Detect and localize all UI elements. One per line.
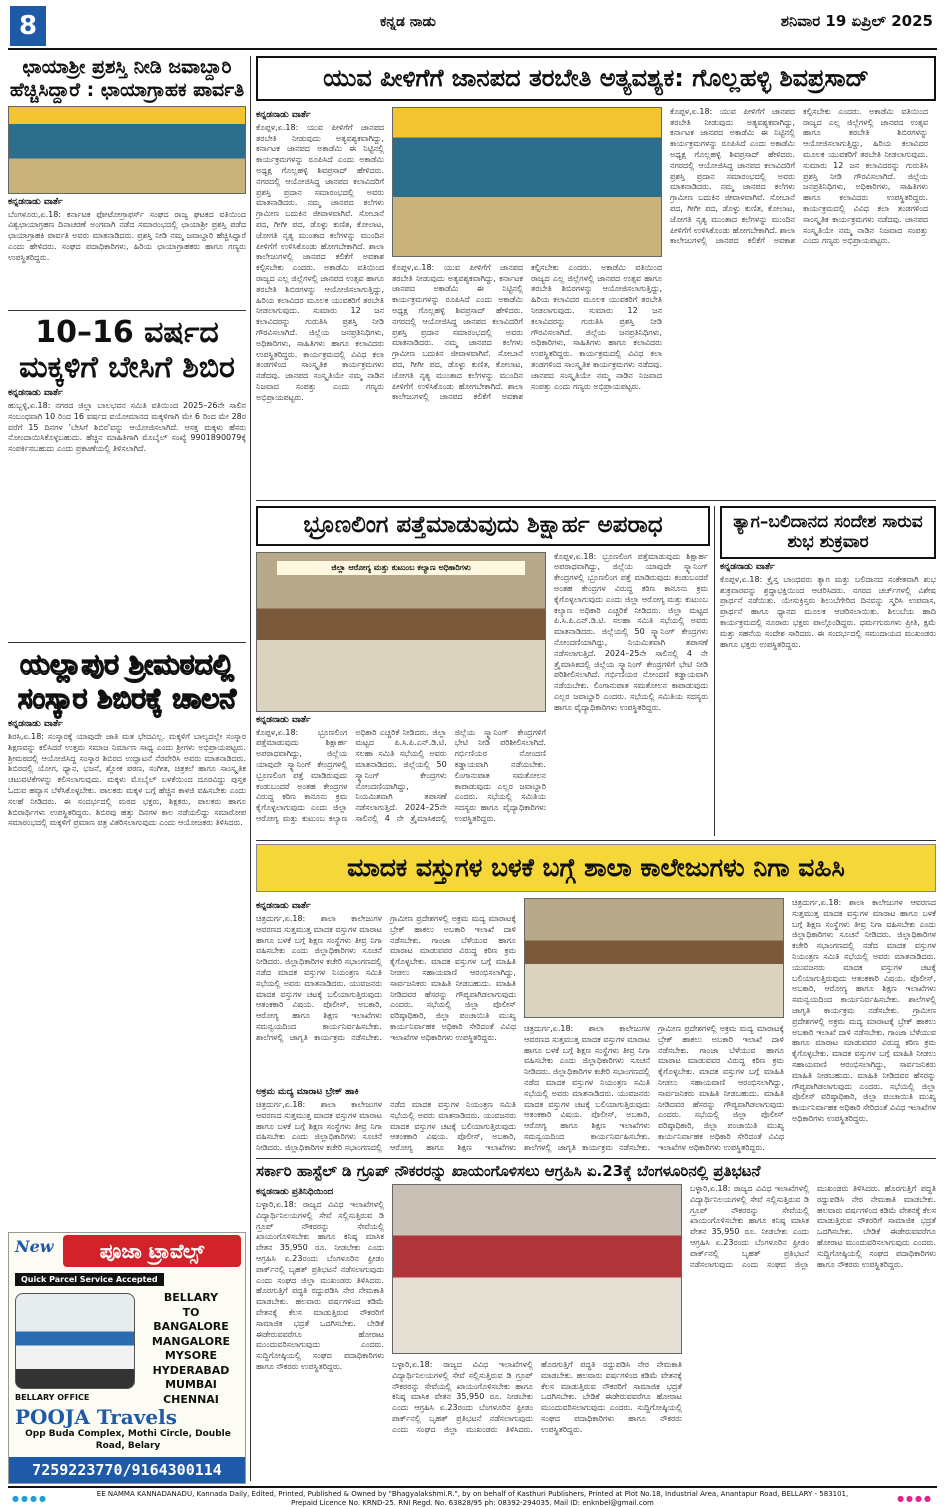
- headline: ಯಲ್ಲಾಪುರ ಶ್ರೀಮಠದಲ್ಲಿ ಸಂಸ್ಕಾರ ಶಿಬಿರಕ್ಕೆ ಚಾಲನೆ: [17, 648, 237, 715]
- route-item: MUMBAI: [165, 1378, 217, 1392]
- page-number: 8: [10, 6, 46, 46]
- article-body: ಬೆಂಗಳೂರು,ಏ.18: ಕರ್ನಾಟಕ ಫೋಟೋಗ್ರಾಫರ್ಸ್ ಸಂಘದ ರಾಜ್ಯ ಘಟಕದ ವತಿಯಿಂದ ವಿಶ್ವಛಾಯಾಗ್ರಹಣ ದಿನಾಚರಣೆ ಅಂಗವಾಗಿ ನಡೆದ ಸಮಾರಂಭದಲ್ಲಿ ಛಾಯಾಶ್ರೀ ಪ್ರಶಸ್ತಿ ಪಡೆದ ಛಾಯಾಗ್ರಾಹಕಿ ಪಾರ್ವತಿ ಅವರು ಮಾತನಾಡಿದರು. ಪ್ರಶಸ್ತಿ ನೀಡಿ ನಮ್ಮ ಜವಾಬ್ದಾರಿ ಹೆಚ್ಚಿಸಿದ್ದಾರೆ ಎಂದು ಹೇಳಿದರು. ಸಂಘದ ಪದಾಧಿಕಾರಿಗಳು, ಹಿರಿಯ ಛಾಯಾಗ್ರಾಹಕರು ಹಾಗೂ ಗಣ್ಯರು ಉಪಸ್ಥಿತರಿದ್ದರು.: [8, 209, 246, 262]
- route-item: MYSORE: [164, 1349, 218, 1363]
- byline: ಕನ್ನಡನಾಡು ವಾರ್ತೆ: [256, 901, 311, 911]
- article-body-cont: ಚಿತ್ರದುರ್ಗ,ಏ.18: ಶಾಲಾ ಕಾಲೇಜುಗಳ ಆವರಣದ ಸುತ್ತಮುತ್ತ ಮಾದಕ ವಸ್ತುಗಳ ಮಾರಾಟ ಹಾಗೂ ಬಳಕೆ ಬಗ್ಗೆ ಶಿಕ್ಷಣ ಸಂಸ್ಥೆಗಳು ತೀವ್ರ ನಿಗಾ ವಹಿಸಬೇಕು ಎಂದು ಜಿಲ್ಲಾಧಿಕಾರಿಗಳು ಸೂಚನೆ ನೀಡಿದರು. ಜಿಲ್ಲಾಧಿಕಾರಿಗಳ ಕಚೇರಿ ಸಭಾಂಗಣದಲ್ಲಿ ನಡೆದ ಮಾದಕ ವಸ್ತುಗಳ ನಿಯಂತ್ರಣ ಸಮಿತಿ ಸಭೆಯಲ್ಲಿ ಅವರು ಮಾತನಾಡಿದರು. ಯುವಜನರು ಮಾದಕ ವಸ್ತುಗಳ ಚಟಕ್ಕೆ ಬಲಿಯಾಗುತ್ತಿರುವುದು ಆತಂಕಕಾರಿ ವಿಷಯ. ಪೊಲೀಸ್, ಅಬಕಾರಿ, ಆರೋಗ್ಯ ಹಾಗೂ ಶಿಕ್ಷಣ ಇಲಾಖೆಗಳು: [256, 1100, 516, 1153]
- ad-new-label: New: [15, 1237, 54, 1256]
- bus-image: [15, 1293, 135, 1389]
- route-item: BANGALORE: [153, 1320, 229, 1334]
- dateline: ಶನಿವಾರ 19 ಏಪ್ರಿಲ್ 2025: [780, 12, 933, 30]
- column-divider: [250, 56, 251, 1481]
- route-item: CHENNAI: [163, 1392, 219, 1406]
- article-body: ಬಳ್ಳಾರಿ,ಏ.18: ರಾಜ್ಯದ ವಿವಿಧ ಇಲಾಖೆಗಳಲ್ಲಿ ವಿದ್ಯಾರ್ಥಿನಿಲಯಗಳಲ್ಲಿ ಸೇವೆ ಸಲ್ಲಿಸುತ್ತಿರುವ ಡಿ ಗ್ರೂಪ್ ನೌಕರರನ್ನು ಸೇವೆಯಲ್ಲಿ ಖಾಯಂಗೊಳಿಸಬೇಕು ಹಾಗೂ ಕನಿಷ್ಠ ಮಾಸಿಕ ವೇತನ 35,950 ರೂ. ನೀಡಬೇಕು ಎಂದು ಆಗ್ರಹಿಸಿ ಏ.23ರಂದು ಬೆಂಗಳೂರಿನ ಫ್ರೀಡಂ ಪಾರ್ಕ್‌ನಲ್ಲಿ ಬೃಹತ್ ಪ್ರತಿಭಟನೆ ನಡೆಸಲಾಗುವುದು ಎಂದು ಸಂಘದ ಜಿಲ್ಲಾ ಮುಖಂಡರು ತಿಳಿಸಿದರು. ಹೊರಗುತ್ತಿಗೆ ಪದ್ಧತಿ ರದ್ದುಪಡಿಸಿ ನೇರ ನೇಮಕಾತಿ ಮಾಡಬೇಕು. ಹಲವಾರು ವರ್ಷಗಳಿಂದ ಕಡಿಮೆ ವೇತನಕ್ಕೆ ಕೆಲಸ ಮಾಡುತ್ತಿರುವ ನೌಕರರಿಗೆ ಸಾಮಾಜಿಕ ಭದ್ರತೆ ಒದಗಿಸಬೇಕು. ಬೇಡಿಕೆ ಈಡೇರುವವರೆಗೂ ಹೋರಾಟ ಮುಂದುವರಿಸಲಾಗುವುದು ಎಂದರು. ಸುದ್ದಿಗೋಷ್ಠಿಯಲ್ಲಿ ಸಂಘದ ಪದಾಧಿಕಾರಿಗಳು ಹಾಗೂ ನೌಕರರು ಉಪಸ್ಥಿತರಿದ್ದರು.: [256, 1200, 384, 1371]
- registration-marks: ●●●●: [12, 1494, 48, 1503]
- article-photography: [8, 56, 246, 306]
- route-item: HYDERABAD: [152, 1363, 230, 1377]
- ad-routes: [141, 1291, 241, 1407]
- divider: [256, 1158, 936, 1159]
- article-body-col2: ಬಳ್ಳಾರಿ,ಏ.18: ರಾಜ್ಯದ ವಿವಿಧ ಇಲಾಖೆಗಳಲ್ಲಿ ವಿದ್ಯಾರ್ಥಿನಿಲಯಗಳಲ್ಲಿ ಸೇವೆ ಸಲ್ಲಿಸುತ್ತಿರುವ ಡಿ ಗ್ರೂಪ್ ನೌಕರರನ್ನು ಸೇವೆಯಲ್ಲಿ ಖಾಯಂಗೊಳಿಸಬೇಕು ಹಾಗೂ ಕನಿಷ್ಠ ಮಾಸಿಕ ವೇತನ 35,950 ರೂ. ನೀಡಬೇಕು ಎಂದು ಆಗ್ರಹಿಸಿ ಏ.23ರಂದು ಬೆಂಗಳೂರಿನ ಫ್ರೀಡಂ ಪಾರ್ಕ್‌ನಲ್ಲಿ ಬೃಹತ್ ಪ್ರತಿಭಟನೆ ನಡೆಸಲಾಗುವುದು ಎಂದು ಸಂಘದ ಜಿಲ್ಲಾ ಮುಖಂಡರು ತಿಳಿಸಿದರು. ಹೊರಗುತ್ತಿಗೆ ಪದ್ಧತಿ ರದ್ದುಪಡಿಸಿ ನೇರ ನೇಮಕಾತಿ ಮಾಡಬೇಕು. ಹಲವಾರು ವರ್ಷಗಳಿಂದ ಕಡಿಮೆ ವೇತನಕ್ಕೆ ಕೆಲಸ ಮಾಡುತ್ತಿರುವ ನೌಕರರಿಗೆ ಸಾಮಾಜಿಕ ಭದ್ರತೆ ಒದಗಿಸಬೇಕು. ಬೇಡಿಕೆ ಈಡೇರುವವರೆಗೂ ಹೋರಾಟ ಮುಂದುವರಿಸಲಾಗುವುದು ಎಂದರು. ಸುದ್ದಿಗೋಷ್ಠಿಯಲ್ಲಿ ಸಂಘದ ಪದಾಧಿಕಾರಿಗಳು ಹಾಗೂ ನೌಕರರು ಉಪಸ್ಥಿತರಿದ್ದರು.: [392, 1360, 682, 1434]
- headline: ಸರ್ಕಾರಿ ಹಾಸ್ಟೆಲ್ ಡಿ ಗ್ರೂಪ್ ನೌಕರರನ್ನು ಖಾಯಂಗೊಳಿಸಲು ಆಗ್ರಹಿಸಿ ಏ.23ಕ್ಕೆ ಬೆಂಗಳೂರಿನಲ್ಲಿ ಪ್ರತಿಭಟನೆ: [256, 1162, 761, 1180]
- byline: ಕನ್ನಡನಾಡು ವಾರ್ತೆ: [8, 196, 63, 207]
- article-body: ಕೊಪ್ಪಳ,ಏ.18: ಭ್ರೂಣಲಿಂಗ ಪತ್ತೆಮಾಡುವುದು ಶಿಕ್ಷಾರ್ಹ ಅಪರಾಧವಾಗಿದ್ದು, ಜಿಲ್ಲೆಯ ಯಾವುದೇ ಸ್ಕ್ಯಾನಿಂಗ್ ಕೇಂದ್ರಗಳಲ್ಲಿ ಭ್ರೂಣಲಿಂಗ ಪತ್ತೆ ಮಾಡಿರುವುದು ಕಂಡುಬಂದರೆ ಅಂತಹ ಕೇಂದ್ರಗಳ ವಿರುದ್ಧ ಕಠಿಣ ಕಾನೂನು ಕ್ರಮ ಕೈಗೊಳ್ಳಲಾಗುವುದು ಎಂದು ಜಿಲ್ಲಾ ಆರೋಗ್ಯ ಮತ್ತು ಕುಟುಂಬ ಕಲ್ಯಾಣ ಅಧಿಕಾರಿ ಎಚ್ಚರಿಕೆ ನೀಡಿದರು. ಜಿಲ್ಲಾ ಮಟ್ಟದ ಪಿ.ಸಿ.ಪಿ.ಎನ್.ಡಿ.ಟಿ. ಸಲಹಾ ಸಮಿತಿ ಸಭೆಯಲ್ಲಿ ಅವರು ಮಾತನಾಡಿದರು. ಜಿಲ್ಲೆಯಲ್ಲಿ 50 ಸ್ಕ್ಯಾನಿಂಗ್ ಕೇಂದ್ರಗಳು ನೋಂದಣಿಯಾಗಿದ್ದು, ನಿಯಮಿತವಾಗಿ ತಪಾಸಣೆ ನಡೆಸಲಾಗುತ್ತಿದೆ. 2024–25ನೇ ಸಾಲಿನಲ್ಲಿ 4 ನೇ ತ್ರೈಮಾಸಿಕದಲ್ಲಿ ಜಿಲ್ಲೆಯ ಸ್ಕ್ಯಾನಿಂಗ್ ಕೇಂದ್ರಗಳಿಗೆ ಭೇಟಿ ನೀಡಿ ಪರಿಶೀಲಿಸಲಾಗಿದೆ. ಗರ್ಭಿಣಿಯರ ನೋಂದಣಿ ಕಡ್ಡಾಯವಾಗಿ ನಡೆಯಬೇಕು. ಲಿಂಗಾನುಪಾತ ಸಮತೋಲನ ಕಾಪಾಡುವುದು ಎಲ್ಲರ ಜವಾಬ್ದಾರಿ ಎಂದರು. ಸಭೆಯಲ್ಲಿ ಸಮಿತಿಯ ಸದಸ್ಯರು ಹಾಗೂ ವೈದ್ಯಾಧಿಕಾರಿಗಳು ಉಪಸ್ಥಿತರಿದ್ದರು.: [256, 727, 546, 823]
- article-body: ಕೊಪ್ಪಳ,ಏ.18: ಕ್ರೈಸ್ತ ಬಾಂಧವರು ತ್ಯಾಗ ಮತ್ತು ಬಲಿದಾನದ ಸಂಕೇತವಾಗಿ ಶುಭ ಶುಕ್ರವಾರವನ್ನು ಶ್ರದ್ಧಾಭಕ್ತಿಯಿಂದ ಆಚರಿಸಿದರು. ನಗರದ ಚರ್ಚ್‌ಗಳಲ್ಲಿ ವಿಶೇಷ ಪ್ರಾರ್ಥನೆ ನಡೆಯಿತು. ಯೇಸುಕ್ರಿಸ್ತರು ಶಿಲುಬೆಗೇರಿದ ದಿನವನ್ನು ಸ್ಮರಿಸಿ ಉಪವಾಸ, ಪ್ರಾರ್ಥನೆ ಹಾಗೂ ಧ್ಯಾನದ ಮೂಲಕ ಆಚರಿಸಲಾಯಿತು. ಶಿಲುಬೆಯ ಹಾದಿ ಕಾರ್ಯಕ್ರಮದಲ್ಲಿ ನೂರಾರು ಭಕ್ತರು ಪಾಲ್ಗೊಂಡಿದ್ದರು. ಧರ್ಮಗುರುಗಳು ಪ್ರೀತಿ, ಕ್ಷಮೆ ಮತ್ತು ಸಹನೆಯ ಸಂದೇಶ ಸಾರಿದರು. ಈ ಸಂದರ್ಭದಲ್ಲಿ ಸಮುದಾಯದ ಮುಖಂಡರು ಹಾಗೂ ಭಕ್ತರು ಉಪಸ್ಥಿತರಿದ್ದರು.: [720, 574, 936, 649]
- byline: ಕನ್ನಡನಾಡು ವಾರ್ತೆ: [8, 719, 63, 729]
- route-item: TO: [182, 1305, 200, 1319]
- ad-title: ಪೂಜಾ ಟ್ರಾವೆಲ್ಸ್: [63, 1235, 241, 1267]
- header-rule: [8, 48, 937, 50]
- registration-marks: ●●●●: [897, 1494, 933, 1503]
- article-drugs: [256, 844, 936, 1154]
- article-body-col3: ಕೊಪ್ಪಳ,ಏ.18: ಯುವ ಪೀಳಿಗೆಗೆ ಜಾನಪದ ತರಬೇತಿ ನೀಡುವುದು ಅತ್ಯವಶ್ಯಕವಾಗಿದ್ದು, ಕರ್ನಾಟಕ ಜಾನಪದ ಅಕಾಡೆಮಿ ಈ ನಿಟ್ಟಿನಲ್ಲಿ ಕಾರ್ಯಕ್ರಮಗಳನ್ನು ರೂಪಿಸಿದೆ ಎಂದು ಅಕಾಡೆಮಿ ಅಧ್ಯಕ್ಷ ಗೊಲ್ಲಹಳ್ಳಿ ಶಿವಪ್ರಸಾದ್ ಹೇಳಿದರು. ನಗರದಲ್ಲಿ ಆಯೋಜಿಸಿದ್ದ ಜಾನಪದ ಕಲಾವಿದರಿಗೆ ಪ್ರಶಸ್ತಿ ಪ್ರದಾನ ಸಮಾರಂಭದಲ್ಲಿ ಅವರು ಮಾತನಾಡಿದರು. ನಮ್ಮ ಜಾನಪದ ಕಲೆಗಳು ಗ್ರಾಮೀಣ ಬದುಕಿನ ಜೀವಾಳವಾಗಿವೆ. ಸೋಬಾನೆ ಪದ, ಗೀಗೀ ಪದ, ಡೊಳ್ಳು ಕುಣಿತ, ಕೋಲಾಟ, ಜೋಗತಿ ನೃತ್ಯ ಮುಂತಾದ ಕಲೆಗಳನ್ನು ಮುಂದಿನ ಪೀಳಿಗೆಗೆ ಉಳಿಸಿಕೊಂಡು ಹೋಗಬೇಕಾಗಿದೆ. ಶಾಲಾ ಕಾಲೇಜುಗಳಲ್ಲಿ ಜಾನಪದ ಕಲಿಕೆಗೆ ಅವಕಾಶ ಕಲ್ಪಿಸಬೇಕು ಎಂದರು. ಅಕಾಡೆಮಿ ವತಿಯಿಂದ ರಾಜ್ಯದ ಎಲ್ಲ ಜಿಲ್ಲೆಗಳಲ್ಲಿ ಜಾನಪದ ಉತ್ಸವ ಹಾಗೂ ತರಬೇತಿ ಶಿಬಿರಗಳನ್ನು ಆಯೋಜಿಸಲಾಗುತ್ತಿದ್ದು, ಹಿರಿಯ ಕಲಾವಿದರ ಮೂಲಕ ಯುವಕರಿಗೆ ತರಬೇತಿ ನೀಡಲಾಗುವುದು. ಸುಮಾರು 12 ಜನ ಕಲಾವಿದರನ್ನು ಗುರುತಿಸಿ ಪ್ರಶಸ್ತಿ ನೀಡಿ ಗೌರವಿಸಲಾಗಿದೆ. ಜಿಲ್ಲೆಯ ಜನಪ್ರತಿನಿಧಿಗಳು, ಅಧಿಕಾರಿಗಳು, ಸಾಹಿತಿಗಳು ಹಾಗೂ ಕಲಾವಿದರು ಉಪಸ್ಥಿತರಿದ್ದರು. ಕಾರ್ಯಕ್ರಮದಲ್ಲಿ ವಿವಿಧ ಕಲಾ ತಂಡಗಳಿಂದ ಸಾಂಸ್ಕೃತಿಕ ಕಾರ್ಯಕ್ರಮಗಳು ನಡೆದವು. ಜಾನಪದ ಸಂಸ್ಕೃತಿಯೇ ನಮ್ಮ ನಾಡಿನ ನಿಜವಾದ ಸಂಪತ್ತು ಎಂದು ಗಣ್ಯರು ಅಭಿಪ್ರಾಯಪಟ್ಟರು.: [670, 106, 928, 246]
- article-yellapur: [8, 648, 246, 1228]
- page-header: [0, 0, 945, 52]
- sub-byline: ಅಕ್ರಮ ಮದ್ಯ ಮಾರಾಟ ಬ್ರೇಕ್ ಹಾಕಿ: [256, 1087, 359, 1097]
- article-folk: [256, 56, 936, 496]
- article-body-col2: ಕೊಪ್ಪಳ,ಏ.18: ಭ್ರೂಣಲಿಂಗ ಪತ್ತೆಮಾಡುವುದು ಶಿಕ್ಷಾರ್ಹ ಅಪರಾಧವಾಗಿದ್ದು, ಜಿಲ್ಲೆಯ ಯಾವುದೇ ಸ್ಕ್ಯಾನಿಂಗ್ ಕೇಂದ್ರಗಳಲ್ಲಿ ಭ್ರೂಣಲಿಂಗ ಪತ್ತೆ ಮಾಡಿರುವುದು ಕಂಡುಬಂದರೆ ಅಂತಹ ಕೇಂದ್ರಗಳ ವಿರುದ್ಧ ಕಠಿಣ ಕಾನೂನು ಕ್ರಮ ಕೈಗೊಳ್ಳಲಾಗುವುದು ಎಂದು ಜಿಲ್ಲಾ ಆರೋಗ್ಯ ಮತ್ತು ಕುಟುಂಬ ಕಲ್ಯಾಣ ಅಧಿಕಾರಿ ಎಚ್ಚರಿಕೆ ನೀಡಿದರು. ಜಿಲ್ಲಾ ಮಟ್ಟದ ಪಿ.ಸಿ.ಪಿ.ಎನ್.ಡಿ.ಟಿ. ಸಲಹಾ ಸಮಿತಿ ಸಭೆಯಲ್ಲಿ ಅವರು ಮಾತನಾಡಿದರು. ಜಿಲ್ಲೆಯಲ್ಲಿ 50 ಸ್ಕ್ಯಾನಿಂಗ್ ಕೇಂದ್ರಗಳು ನೋಂದಣಿಯಾಗಿದ್ದು, ನಿಯಮಿತವಾಗಿ ತಪಾಸಣೆ ನಡೆಸಲಾಗುತ್ತಿದೆ. 2024–25ನೇ ಸಾಲಿನಲ್ಲಿ 4 ನೇ ತ್ರೈಮಾಸಿಕದಲ್ಲಿ ಜಿಲ್ಲೆಯ ಸ್ಕ್ಯಾನಿಂಗ್ ಕೇಂದ್ರಗಳಿಗೆ ಭೇಟಿ ನೀಡಿ ಪರಿಶೀಲಿಸಲಾಗಿದೆ. ಗರ್ಭಿಣಿಯರ ನೋಂದಣಿ ಕಡ್ಡಾಯವಾಗಿ ನಡೆಯಬೇಕು. ಲಿಂಗಾನುಪಾತ ಸಮತೋಲನ ಕಾಪಾಡುವುದು ಎಲ್ಲರ ಜವಾಬ್ದಾರಿ ಎಂದರು. ಸಭೆಯಲ್ಲಿ ಸಮಿತಿಯ ಸದಸ್ಯರು ಹಾಗೂ ವೈದ್ಯಾಧಿಕಾರಿಗಳು ಉಪಸ್ಥಿತರಿದ್ದರು.: [554, 551, 708, 712]
- article-body-col3: ಚಿತ್ರದುರ್ಗ,ಏ.18: ಶಾಲಾ ಕಾಲೇಜುಗಳ ಆವರಣದ ಸುತ್ತಮುತ್ತ ಮಾದಕ ವಸ್ತುಗಳ ಮಾರಾಟ ಹಾಗೂ ಬಳಕೆ ಬಗ್ಗೆ ಶಿಕ್ಷಣ ಸಂಸ್ಥೆಗಳು ತೀವ್ರ ನಿಗಾ ವಹಿಸಬೇಕು ಎಂದು ಜಿಲ್ಲಾಧಿಕಾರಿಗಳು ಸೂಚನೆ ನೀಡಿದರು. ಜಿಲ್ಲಾಧಿಕಾರಿಗಳ ಕಚೇರಿ ಸಭಾಂಗಣದಲ್ಲಿ ನಡೆದ ಮಾದಕ ವಸ್ತುಗಳ ನಿಯಂತ್ರಣ ಸಮಿತಿ ಸಭೆಯಲ್ಲಿ ಅವರು ಮಾತನಾಡಿದರು. ಯುವಜನರು ಮಾದಕ ವಸ್ತುಗಳ ಚಟಕ್ಕೆ ಬಲಿಯಾಗುತ್ತಿರುವುದು ಆತಂಕಕಾರಿ ವಿಷಯ. ಪೊಲೀಸ್, ಅಬಕಾರಿ, ಆರೋಗ್ಯ ಹಾಗೂ ಶಿಕ್ಷಣ ಇಲಾಖೆಗಳು ಸಮನ್ವಯದಿಂದ ಕಾರ್ಯನಿರ್ವಹಿಸಬೇಕು. ಶಾಲೆಗಳಲ್ಲಿ ಜಾಗೃತಿ ಕಾರ್ಯಕ್ರಮ ನಡೆಸಬೇಕು. ಗ್ರಾಮೀಣ ಪ್ರದೇಶಗಳಲ್ಲಿ ಅಕ್ರಮ ಮದ್ಯ ಮಾರಾಟಕ್ಕೆ ಬ್ರೇಕ್ ಹಾಕಲು ಅಬಕಾರಿ ಇಲಾಖೆ ದಾಳಿ ನಡೆಸಬೇಕು. ಗಾಂಜಾ ಬೆಳೆಯುವ ಹಾಗೂ ಮಾರಾಟ ಮಾಡುವವರ ವಿರುದ್ಧ ಕಠಿಣ ಕ್ರಮ ಕೈಗೊಳ್ಳಬೇಕು. ಮಾದಕ ವಸ್ತುಗಳ ಬಗ್ಗೆ ಮಾಹಿತಿ ನೀಡಲು ಸಹಾಯವಾಣಿ ಆರಂಭಿಸಲಾಗಿದ್ದು, ಸಾರ್ವಜನಿಕರು ಮಾಹಿತಿ ನೀಡಬಹುದು. ಮಾಹಿತಿ ನೀಡಿದವರ ಹೆಸರನ್ನು ಗೌಪ್ಯವಾಗಿಡಲಾಗುವುದು ಎಂದರು. ಸಭೆಯಲ್ಲಿ ಜಿಲ್ಲಾ ಪೊಲೀಸ್ ವರಿಷ್ಠಾಧಿಕಾರಿ, ಜಿಲ್ಲಾ ಪಂಚಾಯಿತಿ ಮುಖ್ಯ ಕಾರ್ಯನಿರ್ವಾಹಕ ಅಧಿಕಾರಿ ಸೇರಿದಂತೆ ವಿವಿಧ ಇಲಾಖೆಗಳ ಅಧಿಕಾರಿಗಳು ಉಪಸ್ಥಿತರಿದ್ದರು.: [792, 898, 936, 1123]
- divider: [256, 500, 936, 501]
- article-hostel-protest: [256, 1162, 936, 1482]
- byline: ಕನ್ನಡನಾಡು ಪ್ರತಿನಿಧಿಯಿಂದ: [256, 1187, 334, 1197]
- article-body-col1: ಕೊಪ್ಪಳ,ಏ.18: ಯುವ ಪೀಳಿಗೆಗೆ ಜಾನಪದ ತರಬೇತಿ ನೀಡುವುದು ಅತ್ಯವಶ್ಯಕವಾಗಿದ್ದು, ಕರ್ನಾಟಕ ಜಾನಪದ ಅಕಾಡೆಮಿ ಈ ನಿಟ್ಟಿನಲ್ಲಿ ಕಾರ್ಯಕ್ರಮಗಳನ್ನು ರೂಪಿಸಿದೆ ಎಂದು ಅಕಾಡೆಮಿ ಅಧ್ಯಕ್ಷ ಗೊಲ್ಲಹಳ್ಳಿ ಶಿವಪ್ರಸಾದ್ ಹೇಳಿದರು. ನಗರದಲ್ಲಿ ಆಯೋಜಿಸಿದ್ದ ಜಾನಪದ ಕಲಾವಿದರಿಗೆ ಪ್ರಶಸ್ತಿ ಪ್ರದಾನ ಸಮಾರಂಭದಲ್ಲಿ ಅವರು ಮಾತನಾಡಿದರು. ನಮ್ಮ ಜಾನಪದ ಕಲೆಗಳು ಗ್ರಾಮೀಣ ಬದುಕಿನ ಜೀವಾಳವಾಗಿವೆ. ಸೋಬಾನೆ ಪದ, ಗೀಗೀ ಪದ, ಡೊಳ್ಳು ಕುಣಿತ, ಕೋಲಾಟ, ಜೋಗತಿ ನೃತ್ಯ ಮುಂತಾದ ಕಲೆಗಳನ್ನು ಮುಂದಿನ ಪೀಳಿಗೆಗೆ ಉಳಿಸಿಕೊಂಡು ಹೋಗಬೇಕಾಗಿದೆ. ಶಾಲಾ ಕಾಲೇಜುಗಳಲ್ಲಿ ಜಾನಪದ ಕಲಿಕೆಗೆ ಅವಕಾಶ ಕಲ್ಪಿಸಬೇಕು ಎಂದರು. ಅಕಾಡೆಮಿ ವತಿಯಿಂದ ರಾಜ್ಯದ ಎಲ್ಲ ಜಿಲ್ಲೆಗಳಲ್ಲಿ ಜಾನಪದ ಉತ್ಸವ ಹಾಗೂ ತರಬೇತಿ ಶಿಬಿರಗಳನ್ನು ಆಯೋಜಿಸಲಾಗುತ್ತಿದ್ದು, ಹಿರಿಯ ಕಲಾವಿದರ ಮೂಲಕ ಯುವಕರಿಗೆ ತರಬೇತಿ ನೀಡಲಾಗುವುದು. ಸುಮಾರು 12 ಜನ ಕಲಾವಿದರನ್ನು ಗುರುತಿಸಿ ಪ್ರಶಸ್ತಿ ನೀಡಿ ಗೌರವಿಸಲಾಗಿದೆ. ಜಿಲ್ಲೆಯ ಜನಪ್ರತಿನಿಧಿಗಳು, ಅಧಿಕಾರಿಗಳು, ಸಾಹಿತಿಗಳು ಹಾಗೂ ಕಲಾವಿದರು ಉಪಸ್ಥಿತರಿದ್ದರು. ಕಾರ್ಯಕ್ರಮದಲ್ಲಿ ವಿವಿಧ ಕಲಾ ತಂಡಗಳಿಂದ ಸಾಂಸ್ಕೃತಿಕ ಕಾರ್ಯಕ್ರಮಗಳು ನಡೆದವು. ಜಾನಪದ ಸಂಸ್ಕೃತಿಯೇ ನಮ್ಮ ನಾಡಿನ ನಿಜವಾದ ಸಂಪತ್ತು ಎಂದು ಗಣ್ಯರು ಅಭಿಪ್ರಾಯಪಟ್ಟರು.: [256, 122, 384, 402]
- article-body: ಶಿರಸಿ,ಏ.18: ಸಂಸ್ಕಾರಕ್ಕೆ ಯಾವುದೇ ಜಾತಿ ಮತ ಭೇದವಿಲ್ಲ. ಮಕ್ಕಳಿಗೆ ಬಾಲ್ಯದಲ್ಲೇ ಸಂಸ್ಕಾರ ಶಿಕ್ಷಣವನ್ನು ಕಲಿಸಿದರೆ ಉತ್ತಮ ಸಮಾಜ ನಿರ್ಮಾಣ ಸಾಧ್ಯ ಎಂದು ಶ್ರೀಗಳು ಅಭಿಪ್ರಾಯಪಟ್ಟರು. ಶ್ರೀಮಠದಲ್ಲಿ ಆಯೋಜಿಸಿದ್ದ ಸಂಸ್ಕಾರ ಶಿಬಿರದ ಉದ್ಘಾಟನೆ ನೆರವೇರಿಸಿ ಅವರು ಮಾತನಾಡಿದರು. ಶಿಬಿರದಲ್ಲಿ ಯೋಗ, ಧ್ಯಾನ, ಭಜನೆ, ಶ್ಲೋಕ ಪಠಣ, ಸಂಗೀತ, ಚಿತ್ರಕಲೆ ಹಾಗೂ ಸಾಂಸ್ಕೃತಿಕ ಚಟುವಟಿಕೆಗಳನ್ನು ಕಲಿಸಲಾಗುವುದು. ಮಕ್ಕಳು ಮೊಬೈಲ್ ಬಳಕೆಯಿಂದ ದೂರವಿದ್ದು ಪುಸ್ತಕ ಓದುವ ಹವ್ಯಾಸ ಬೆಳೆಸಿಕೊಳ್ಳಬೇಕು. ಪಾಲಕರು ಮಕ್ಕಳ ಬಗ್ಗೆ ಹೆಚ್ಚಿನ ಕಾಳಜಿ ವಹಿಸಬೇಕು ಎಂದು ಸಲಹೆ ನೀಡಿದರು. ಈ ಸಂದರ್ಭದಲ್ಲಿ ಮಠದ ಭಕ್ತರು, ಶಿಕ್ಷಕರು, ಪಾಲಕರು ಹಾಗೂ ಶಿಬಿರಾರ್ಥಿಗಳು ಉಪಸ್ಥಿತರಿದ್ದರು. ಶಿಬಿರವು ಹತ್ತು ದಿನಗಳ ಕಾಲ ನಡೆಯಲಿದ್ದು ಸಮಾರೋಪ ಸಮಾರಂಭದಲ್ಲಿ ಮಕ್ಕಳಿಗೆ ಪ್ರಮಾಣ ಪತ್ರ ವಿತರಿಸಲಾಗುವುದು ಎಂದು ಆಯೋಜಕರು ತಿಳಿಸಿದರು.: [8, 732, 246, 828]
- article-body-col3: ಬಳ್ಳಾರಿ,ಏ.18: ರಾಜ್ಯದ ವಿವಿಧ ಇಲಾಖೆಗಳಲ್ಲಿ ವಿದ್ಯಾರ್ಥಿನಿಲಯಗಳಲ್ಲಿ ಸೇವೆ ಸಲ್ಲಿಸುತ್ತಿರುವ ಡಿ ಗ್ರೂಪ್ ನೌಕರರನ್ನು ಸೇವೆಯಲ್ಲಿ ಖಾಯಂಗೊಳಿಸಬೇಕು ಹಾಗೂ ಕನಿಷ್ಠ ಮಾಸಿಕ ವೇತನ 35,950 ರೂ. ನೀಡಬೇಕು ಎಂದು ಆಗ್ರಹಿಸಿ ಏ.23ರಂದು ಬೆಂಗಳೂರಿನ ಫ್ರೀಡಂ ಪಾರ್ಕ್‌ನಲ್ಲಿ ಬೃಹತ್ ಪ್ರತಿಭಟನೆ ನಡೆಸಲಾಗುವುದು ಎಂದು ಸಂಘದ ಜಿಲ್ಲಾ ಮುಖಂಡರು ತಿಳಿಸಿದರು. ಹೊರಗುತ್ತಿಗೆ ಪದ್ಧತಿ ರದ್ದುಪಡಿಸಿ ನೇರ ನೇಮಕಾತಿ ಮಾಡಬೇಕು. ಹಲವಾರು ವರ್ಷಗಳಿಂದ ಕಡಿಮೆ ವೇತನಕ್ಕೆ ಕೆಲಸ ಮಾಡುತ್ತಿರುವ ನೌಕರರಿಗೆ ಸಾಮಾಜಿಕ ಭದ್ರತೆ ಒದಗಿಸಬೇಕು. ಬೇಡಿಕೆ ಈಡೇರುವವರೆಗೂ ಹೋರಾಟ ಮುಂದುವರಿಸಲಾಗುವುದು ಎಂದರು. ಸುದ್ದಿಗೋಷ್ಠಿಯಲ್ಲಿ ಸಂಘದ ಪದಾಧಿಕಾರಿಗಳು ಹಾಗೂ ನೌಕರರು ಉಪಸ್ಥಿತರಿದ್ದರು.: [690, 1184, 936, 1269]
- masthead: ಕನ್ನಡ ನಾಡು: [380, 14, 436, 30]
- divider: [256, 840, 936, 841]
- headline: ತ್ಯಾಗ–ಬಲಿದಾನದ ಸಂದೇಶ ಸಾರುವ ಶುಭ ಶುಕ್ರವಾರ: [720, 506, 936, 559]
- article-good-friday: [720, 506, 936, 836]
- divider: [8, 642, 246, 643]
- route-item: MANGALORE: [151, 1334, 231, 1348]
- headline: ಭ್ರೂಣಲಿಂಗ ಪತ್ತೆಮಾಡುವುದು ಶಿಕ್ಷಾರ್ಹ ಅಪರಾಧ: [256, 506, 710, 546]
- route-item: BELLARY: [163, 1291, 219, 1304]
- meeting-photo: [256, 552, 546, 712]
- byline: ಕನ್ನಡನಾಡು ವಾರ್ತೆ: [256, 714, 311, 725]
- divider: [8, 310, 246, 311]
- headline: ಯುವ ಪೀಳಿಗೆಗೆ ಜಾನಪದ ತರಬೇತಿ ಅತ್ಯವಶ್ಯಕ: ಗೊಲ್ಲಹಳ್ಳಿ ಶಿವಪ್ರಸಾದ್: [256, 56, 936, 101]
- protest-photo: [392, 1184, 682, 1354]
- byline: ಕನ್ನಡನಾಡು ವಾರ್ತೆ: [720, 561, 775, 572]
- footer-line2: Prepaid Licence No. KRND-25. RNI Regd. No. 63828/95 ph: 08392-294035. Mail ID: enknbel@gmail.com: [291, 1499, 654, 1507]
- column-divider: [714, 506, 715, 836]
- ad-phone: 7259223770/9164300114: [9, 1457, 245, 1483]
- headline: ಛಾಯಾಶ್ರೀ ಪ್ರಶಸ್ತಿ ನೀಡಿ ಜವಾಬ್ದಾರಿ ಹೆಚ್ಚಿಸಿದ್ದಾರೆ : ಛಾಯಾಗ್ರಾಹಕ ಪಾರ್ವತಿ: [9, 56, 245, 101]
- article-body: ಚಿತ್ರದುರ್ಗ,ಏ.18: ಶಾಲಾ ಕಾಲೇಜುಗಳ ಆವರಣದ ಸುತ್ತಮುತ್ತ ಮಾದಕ ವಸ್ತುಗಳ ಮಾರಾಟ ಹಾಗೂ ಬಳಕೆ ಬಗ್ಗೆ ಶಿಕ್ಷಣ ಸಂಸ್ಥೆಗಳು ತೀವ್ರ ನಿಗಾ ವಹಿಸಬೇಕು ಎಂದು ಜಿಲ್ಲಾಧಿಕಾರಿಗಳು ಸೂಚನೆ ನೀಡಿದರು. ಜಿಲ್ಲಾಧಿಕಾರಿಗಳ ಕಚೇರಿ ಸಭಾಂಗಣದಲ್ಲಿ ನಡೆದ ಮಾದಕ ವಸ್ತುಗಳ ನಿಯಂತ್ರಣ ಸಮಿತಿ ಸಭೆಯಲ್ಲಿ ಅವರು ಮಾತನಾಡಿದರು. ಯುವಜನರು ಮಾದಕ ವಸ್ತುಗಳ ಚಟಕ್ಕೆ ಬಲಿಯಾಗುತ್ತಿರುವುದು ಆತಂಕಕಾರಿ ವಿಷಯ. ಪೊಲೀಸ್, ಅಬಕಾರಿ, ಆರೋಗ್ಯ ಹಾಗೂ ಶಿಕ್ಷಣ ಇಲಾಖೆಗಳು ಸಮನ್ವಯದಿಂದ ಕಾರ್ಯನಿರ್ವಹಿಸಬೇಕು. ಶಾಲೆಗಳಲ್ಲಿ ಜಾಗೃತಿ ಕಾರ್ಯಕ್ರಮ ನಡೆಸಬೇಕು. ಗ್ರಾಮೀಣ ಪ್ರದೇಶಗಳಲ್ಲಿ ಅಕ್ರಮ ಮದ್ಯ ಮಾರಾಟಕ್ಕೆ ಬ್ರೇಕ್ ಹಾಕಲು ಅಬಕಾರಿ ಇಲಾಖೆ ದಾಳಿ ನಡೆಸಬೇಕು. ಗಾಂಜಾ ಬೆಳೆಯುವ ಹಾಗೂ ಮಾರಾಟ ಮಾಡುವವರ ವಿರುದ್ಧ ಕಠಿಣ ಕ್ರಮ ಕೈಗೊಳ್ಳಬೇಕು. ಮಾದಕ ವಸ್ತುಗಳ ಬಗ್ಗೆ ಮಾಹಿತಿ ನೀಡಲು ಸಹಾಯವಾಣಿ ಆರಂಭಿಸಲಾಗಿದ್ದು, ಸಾರ್ವಜನಿಕರು ಮಾಹಿತಿ ನೀಡಬಹುದು. ಮಾಹಿತಿ ನೀಡಿದವರ ಹೆಸರನ್ನು ಗೌಪ್ಯವಾಗಿಡಲಾಗುವುದು ಎಂದರು. ಸಭೆಯಲ್ಲಿ ಜಿಲ್ಲಾ ಪೊಲೀಸ್ ವರಿಷ್ಠಾಧಿಕಾರಿ, ಜಿಲ್ಲಾ ಪಂಚಾಯಿತಿ ಮುಖ್ಯ ಕಾರ್ಯನಿರ್ವಾಹಕ ಅಧಿಕಾರಿ ಸೇರಿದಂತೆ ವಿವಿಧ ಇಲಾಖೆಗಳ ಅಧಿಕಾರಿಗಳು ಉಪಸ್ಥಿತರಿದ್ದರು.: [256, 914, 516, 1042]
- imprint-footer: [8, 1486, 937, 1506]
- headline: ಮಾದಕ ವಸ್ತುಗಳ ಬಳಕೆ ಬಗ್ಗೆ ಶಾಲಾ ಕಾಲೇಜುಗಳು ನಿಗಾ ವಹಿಸಿ: [256, 844, 936, 892]
- meeting-photo: [524, 898, 784, 1018]
- article-summer-camp: [8, 316, 246, 638]
- award-photo: [8, 106, 246, 194]
- article-body-col2: ಕೊಪ್ಪಳ,ಏ.18: ಯುವ ಪೀಳಿಗೆಗೆ ಜಾನಪದ ತರಬೇತಿ ನೀಡುವುದು ಅತ್ಯವಶ್ಯಕವಾಗಿದ್ದು, ಕರ್ನಾಟಕ ಜಾನಪದ ಅಕಾಡೆಮಿ ಈ ನಿಟ್ಟಿನಲ್ಲಿ ಕಾರ್ಯಕ್ರಮಗಳನ್ನು ರೂಪಿಸಿದೆ ಎಂದು ಅಕಾಡೆಮಿ ಅಧ್ಯಕ್ಷ ಗೊಲ್ಲಹಳ್ಳಿ ಶಿವಪ್ರಸಾದ್ ಹೇಳಿದರು. ನಗರದಲ್ಲಿ ಆಯೋಜಿಸಿದ್ದ ಜಾನಪದ ಕಲಾವಿದರಿಗೆ ಪ್ರಶಸ್ತಿ ಪ್ರದಾನ ಸಮಾರಂಭದಲ್ಲಿ ಅವರು ಮಾತನಾಡಿದರು. ನಮ್ಮ ಜಾನಪದ ಕಲೆಗಳು ಗ್ರಾಮೀಣ ಬದುಕಿನ ಜೀವಾಳವಾಗಿವೆ. ಸೋಬಾನೆ ಪದ, ಗೀಗೀ ಪದ, ಡೊಳ್ಳು ಕುಣಿತ, ಕೋಲಾಟ, ಜೋಗತಿ ನೃತ್ಯ ಮುಂತಾದ ಕಲೆಗಳನ್ನು ಮುಂದಿನ ಪೀಳಿಗೆಗೆ ಉಳಿಸಿಕೊಂಡು ಹೋಗಬೇಕಾಗಿದೆ. ಶಾಲಾ ಕಾಲೇಜುಗಳಲ್ಲಿ ಜಾನಪದ ಕಲಿಕೆಗೆ ಅವಕಾಶ ಕಲ್ಪಿಸಬೇಕು ಎಂದರು. ಅಕಾಡೆಮಿ ವತಿಯಿಂದ ರಾಜ್ಯದ ಎಲ್ಲ ಜಿಲ್ಲೆಗಳಲ್ಲಿ ಜಾನಪದ ಉತ್ಸವ ಹಾಗೂ ತರಬೇತಿ ಶಿಬಿರಗಳನ್ನು ಆಯೋಜಿಸಲಾಗುತ್ತಿದ್ದು, ಹಿರಿಯ ಕಲಾವಿದರ ಮೂಲಕ ಯುವಕರಿಗೆ ತರಬೇತಿ ನೀಡಲಾಗುವುದು. ಸುಮಾರು 12 ಜನ ಕಲಾವಿದರನ್ನು ಗುರುತಿಸಿ ಪ್ರಶಸ್ತಿ ನೀಡಿ ಗೌರವಿಸಲಾಗಿದೆ. ಜಿಲ್ಲೆಯ ಜನಪ್ರತಿನಿಧಿಗಳು, ಅಧಿಕಾರಿಗಳು, ಸಾಹಿತಿಗಳು ಹಾಗೂ ಕಲಾವಿದರು ಉಪಸ್ಥಿತರಿದ್ದರು. ಕಾರ್ಯಕ್ರಮದಲ್ಲಿ ವಿವಿಧ ಕಲಾ ತಂಡಗಳಿಂದ ಸಾಂಸ್ಕೃತಿಕ ಕಾರ್ಯಕ್ರಮಗಳು ನಡೆದವು. ಜಾನಪದ ಸಂಸ್ಕೃತಿಯೇ ನಮ್ಮ ನಾಡಿನ ನಿಜವಾದ ಸಂಪತ್ತು ಎಂದು ಗಣ್ಯರು ಅಭಿಪ್ರಾಯಪಟ್ಟರು.: [392, 262, 662, 402]
- pooja-travels-ad: [8, 1232, 246, 1484]
- footer-line1: EE NAMMA KANNADANADU, Kannada Daily, Edited, Printed, Published & Owned by "Bhagyalakshmi.R.", by on behalf of Kasthuri Publishers, Printed at Plot No.18, Industrial Area, Anantapur Road, BELLARY - 583101,: [96, 1490, 849, 1498]
- folk-event-photo: [392, 107, 662, 257]
- byline: ಕನ್ನಡನಾಡು ವಾರ್ತೆ: [8, 388, 63, 398]
- headline: 10–16 ವರ್ಷದ ಮಕ್ಕಳಿಗೆ ಬೇಸಿಗೆ ಶಿಬಿರ: [19, 316, 235, 385]
- ad-office: BELLARY OFFICE: [15, 1393, 90, 1402]
- ad-tagline: Quick Parcel Service Accepted: [15, 1273, 164, 1286]
- byline: ಕನ್ನಡನಾಡು ವಾರ್ತೆ: [256, 109, 311, 120]
- article-body: ಹುಬ್ಬಳ್ಳಿ,ಏ.18: ನಗರದ ಜಿಲ್ಲಾ ಬಾಲಭವನ ಸಮಿತಿ ವತಿಯಿಂದ 2025–26ನೇ ಸಾಲಿನ ಸಂಬಂಧವಾಗಿ 10 ರಿಂದ 16 ವರ್ಷದ ವಯೋಮಾನದ ಮಕ್ಕಳಿಗಾಗಿ ಮೇ 6 ರಿಂದ ಮೇ 28ರ ವರೆಗೆ 15 ದಿನಗಳ 'ಬೇಸಿಗೆ ಶಿಬಿರ'ವನ್ನು ಆಯೋಜಿಸಲಾಗಿದೆ. ಆಸಕ್ತ ಮಕ್ಕಳು ಹೆಸರು ನೋಂದಾಯಿಸಿಕೊಳ್ಳಬಹುದು. ಹೆಚ್ಚಿನ ಮಾಹಿತಿಗಾಗಿ ಮೊಬೈಲ್ ಸಂಖ್ಯೆ 9901890079ಕ್ಕೆ ಸಂಪರ್ಕಿಸಬಹುದು ಎಂದು ಪ್ರಕಟಣೆಯಲ್ಲಿ ತಿಳಿಸಲಾಗಿದೆ.: [8, 401, 246, 454]
- ad-brand: POOJA Travels: [15, 1405, 177, 1429]
- article-body-col2: ಚಿತ್ರದುರ್ಗ,ಏ.18: ಶಾಲಾ ಕಾಲೇಜುಗಳ ಆವರಣದ ಸುತ್ತಮುತ್ತ ಮಾದಕ ವಸ್ತುಗಳ ಮಾರಾಟ ಹಾಗೂ ಬಳಕೆ ಬಗ್ಗೆ ಶಿಕ್ಷಣ ಸಂಸ್ಥೆಗಳು ತೀವ್ರ ನಿಗಾ ವಹಿಸಬೇಕು ಎಂದು ಜಿಲ್ಲಾಧಿಕಾರಿಗಳು ಸೂಚನೆ ನೀಡಿದರು. ಜಿಲ್ಲಾಧಿಕಾರಿಗಳ ಕಚೇರಿ ಸಭಾಂಗಣದಲ್ಲಿ ನಡೆದ ಮಾದಕ ವಸ್ತುಗಳ ನಿಯಂತ್ರಣ ಸಮಿತಿ ಸಭೆಯಲ್ಲಿ ಅವರು ಮಾತನಾಡಿದರು. ಯುವಜನರು ಮಾದಕ ವಸ್ತುಗಳ ಚಟಕ್ಕೆ ಬಲಿಯಾಗುತ್ತಿರುವುದು ಆತಂಕಕಾರಿ ವಿಷಯ. ಪೊಲೀಸ್, ಅಬಕಾರಿ, ಆರೋಗ್ಯ ಹಾಗೂ ಶಿಕ್ಷಣ ಇಲಾಖೆಗಳು ಸಮನ್ವಯದಿಂದ ಕಾರ್ಯನಿರ್ವಹಿಸಬೇಕು. ಶಾಲೆಗಳಲ್ಲಿ ಜಾಗೃತಿ ಕಾರ್ಯಕ್ರಮ ನಡೆಸಬೇಕು. ಗ್ರಾಮೀಣ ಪ್ರದೇಶಗಳಲ್ಲಿ ಅಕ್ರಮ ಮದ್ಯ ಮಾರಾಟಕ್ಕೆ ಬ್ರೇಕ್ ಹಾಕಲು ಅಬಕಾರಿ ಇಲಾಖೆ ದಾಳಿ ನಡೆಸಬೇಕು. ಗಾಂಜಾ ಬೆಳೆಯುವ ಹಾಗೂ ಮಾರಾಟ ಮಾಡುವವರ ವಿರುದ್ಧ ಕಠಿಣ ಕ್ರಮ ಕೈಗೊಳ್ಳಬೇಕು. ಮಾದಕ ವಸ್ತುಗಳ ಬಗ್ಗೆ ಮಾಹಿತಿ ನೀಡಲು ಸಹಾಯವಾಣಿ ಆರಂಭಿಸಲಾಗಿದ್ದು, ಸಾರ್ವಜನಿಕರು ಮಾಹಿತಿ ನೀಡಬಹುದು. ಮಾಹಿತಿ ನೀಡಿದವರ ಹೆಸರನ್ನು ಗೌಪ್ಯವಾಗಿಡಲಾಗುವುದು ಎಂದರು. ಸಭೆಯಲ್ಲಿ ಜಿಲ್ಲಾ ಪೊಲೀಸ್ ವರಿಷ್ಠಾಧಿಕಾರಿ, ಜಿಲ್ಲಾ ಪಂಚಾಯಿತಿ ಮುಖ್ಯ ಕಾರ್ಯನಿರ್ವಾಹಕ ಅಧಿಕಾರಿ ಸೇರಿದಂತೆ ವಿವಿಧ ಇಲಾಖೆಗಳ ಅಧಿಕಾರಿಗಳು ಉಪಸ್ಥಿತರಿದ್ದರು.: [524, 1024, 784, 1152]
- ad-address: Opp Buda Complex, Mothi Circle, Double Road, Belary: [25, 1429, 231, 1451]
- article-feticide: [256, 506, 710, 836]
- photo-banner: ಜಿಲ್ಲಾ ಆರೋಗ್ಯ ಮತ್ತು ಕುಟುಂಬ ಕಲ್ಯಾಣ ಅಧಿಕಾರಿಗಳು: [277, 561, 525, 575]
